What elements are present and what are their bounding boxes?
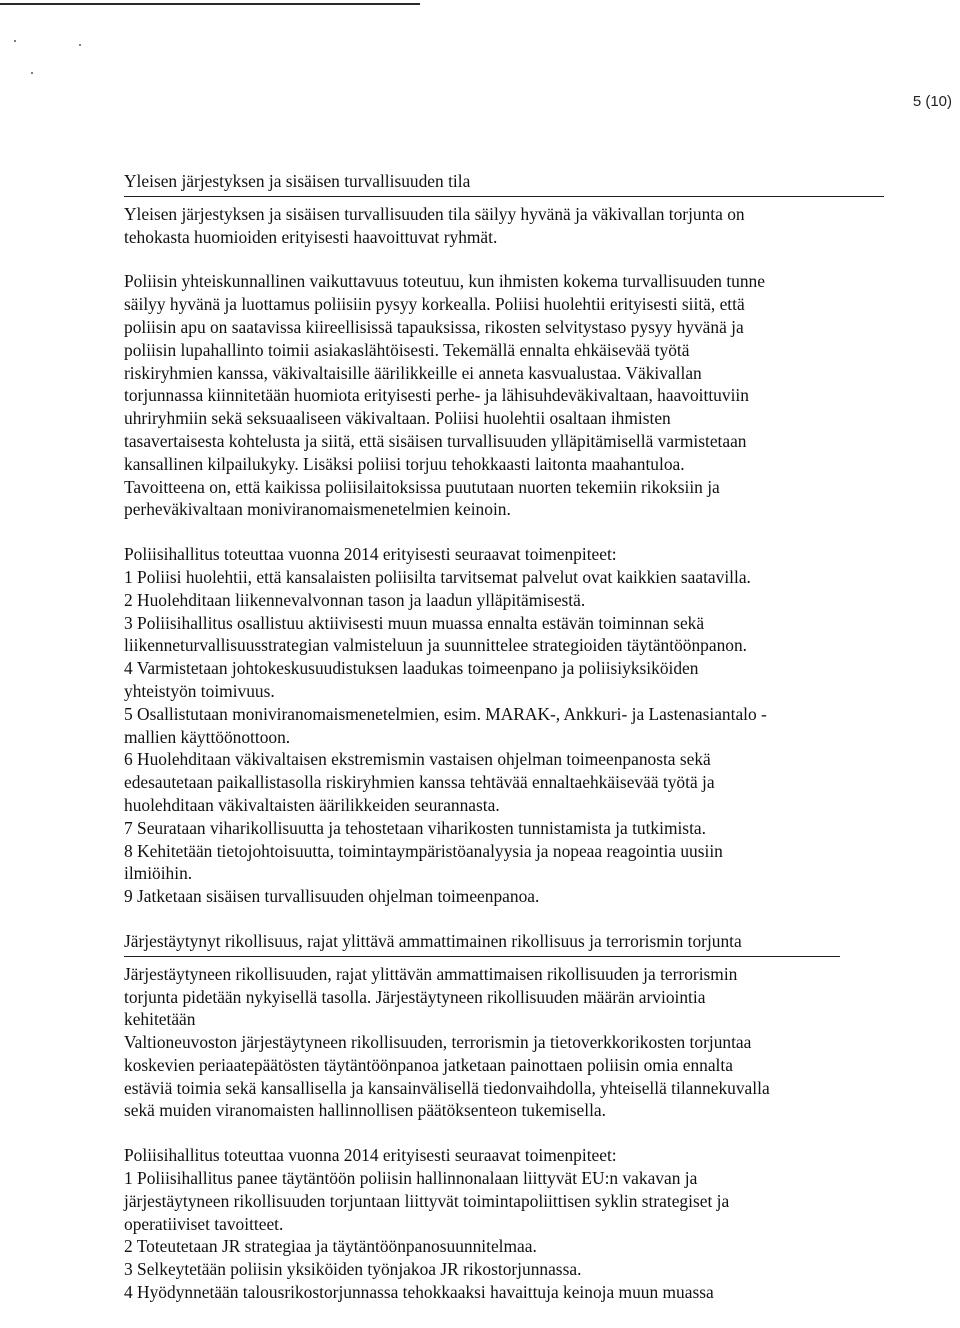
text-line: perheväkivaltaan moniviranomaismenetelmien keinoin.: [124, 499, 511, 520]
text-line: operatiiviset tavoitteet.: [124, 1213, 284, 1234]
text-line: liikenneturvallisuusstrategian valmisteluun ja suunnittelee strategioiden täytäntöönpanon.: [124, 635, 748, 656]
list-item: [124, 1167, 884, 1235]
text-line: 2 Toteutetaan JR strategiaa ja täytäntöönpanosuunnitelmaa.: [124, 1236, 537, 1257]
text-line: 2 Huolehditaan liikennevalvonnan tason ja laadun ylläpitämisestä.: [124, 589, 586, 610]
document-body: [124, 170, 884, 1326]
text-line: 1 Poliisi huolehtii, että kansalaisten poliisilta tarvitsemat palvelut ovat kaikkien saatavilla.: [124, 566, 751, 587]
list-item: [124, 817, 884, 840]
list-item: [124, 748, 884, 816]
text-line: 5 Osallistutaan moniviranomaismenetelmien, esim. MARAK-, Ankkuri- ja Lastenasiantalo -: [124, 703, 767, 724]
scan-speck: [79, 44, 81, 46]
section-heading: Järjestäytynyt rikollisuus, rajat ylittävä ammattimainen rikollisuus ja terrorismin torjunta: [124, 930, 840, 957]
text-line: Yleisen järjestyksen ja sisäisen turvallisuuden tila säilyy hyvänä ja väkivallan torjunta on: [124, 203, 745, 224]
text-line: 9 Jatketaan sisäisen turvallisuuden ohjelman toimeenpanoa.: [124, 886, 540, 907]
text-line: 3 Selkeytetään poliisin yksiköiden työnjakoa JR rikostorjunnassa.: [124, 1259, 582, 1280]
text-line: 3 Poliisihallitus osallistuu aktiivisesti muun muassa ennalta estävän toiminnan sekä: [124, 612, 705, 633]
text-line: riskiryhmien kanssa, väkivaltaisille äärilikkeille ei anneta kasvualustaa. Väkivallan: [124, 362, 702, 383]
text-line: tasavertaisesta kohtelusta ja siitä, että sisäisen turvallisuuden ylläpitämisellä varmistetaan: [124, 430, 747, 451]
text-line: koskevien periaatepäätösten täytäntöönpanoa jatketaan painottaen poliisin omia ennalta: [124, 1054, 733, 1075]
text-line: 7 Seurataan viharikollisuutta ja tehostetaan viharikosten tunnistamista ja tutkimista.: [124, 817, 706, 838]
paragraph: [124, 963, 884, 1123]
list-item: [124, 612, 884, 658]
text-line: torjunnassa kiinnitetään huomiota erityisesti perhe- ja lähisuhdeväkivaltaan, haavoittuviin: [124, 385, 749, 406]
measures-list: [124, 1167, 884, 1304]
text-line: 8 Kehitetään tietojohtoisuutta, toimintaympäristöanalyysia ja nopeaa reagointia uusiin: [124, 840, 723, 861]
text-line: tehokasta huomioiden erityisesti haavoittuvat ryhmät.: [124, 226, 498, 247]
text-line: 4 Hyödynnetään talousrikostorjunnassa tehokkaaksi havaittuja keinoja muun muassa: [124, 1282, 714, 1303]
list-item: [124, 1281, 884, 1304]
scan-speck: [14, 40, 16, 42]
text-line: mallien käyttöönottoon.: [124, 726, 291, 747]
list-item: [124, 703, 884, 749]
text-line: torjunta pidetään nykyisellä tasolla. Järjestäytyneen rikollisuuden määrän arviointia: [124, 986, 706, 1007]
section-heading: Yleisen järjestyksen ja sisäisen turvallisuuden tila: [124, 170, 884, 197]
text-line: sekä muiden viranomaisten hallinnollisen päätöksenteon tukemisella.: [124, 1100, 606, 1121]
text-line: huolehditaan väkivaltaisten äärilikkeiden seurannasta.: [124, 794, 500, 815]
text-line: uhriryhmiin sekä seksuaaliseen väkivaltaan. Poliisi huolehtii osaltaan ihmisten: [124, 408, 671, 429]
list-item: [124, 566, 884, 589]
text-line: 1 Poliisihallitus panee täytäntöön poliisin hallinnonalaan liittyvät EU:n vakavan ja: [124, 1168, 698, 1189]
text-line: säilyy hyvänä ja luottamus poliisiin pysyy korkealla. Poliisi huolehtii erityisesti siitä, että: [124, 294, 745, 315]
text-line: 4 Varmistetaan johtokeskusuudistuksen laadukas toimeenpano ja poliisiyksiköiden: [124, 658, 699, 679]
list-item: [124, 589, 884, 612]
page-number: 5 (10): [912, 93, 952, 110]
text-line: Poliisin yhteiskunnallinen vaikuttavuus toteutuu, kun ihmisten kokema turvallisuuden tunne: [124, 271, 765, 292]
text-line: 6 Huolehditaan väkivaltaisen ekstremismin vastaisen ohjelman toimeenpanosta sekä: [124, 749, 711, 770]
list-intro: Poliisihallitus toteuttaa vuonna 2014 erityisesti seuraavat toimenpiteet:: [124, 1145, 617, 1166]
list-item: [124, 885, 884, 908]
text-line: järjestäytyneen rikollisuuden torjuntaan liittyvät toimintapoliittisen syklin strategiset ja: [124, 1190, 730, 1211]
text-line: Järjestäytyneen rikollisuuden, rajat ylittävän ammattimaisen rikollisuuden ja terrorismin: [124, 963, 738, 984]
list-intro: Poliisihallitus toteuttaa vuonna 2014 erityisesti seuraavat toimenpiteet:: [124, 544, 617, 565]
text-line: ilmiöihin.: [124, 863, 193, 884]
list-item: [124, 1258, 884, 1281]
paragraph: [124, 270, 884, 521]
paragraph: [124, 203, 884, 249]
text-line: yhteistyön toimivuus.: [124, 680, 275, 701]
list-item: [124, 657, 884, 703]
text-line: edesautetaan paikallistasolla riskiryhmien kanssa tehtävää ennaltaehkäisevää työtä ja: [124, 772, 715, 793]
text-line: kansallinen kilpailukyky. Lisäksi poliisi torjuu tehokkaasti laitonta maahantuloa.: [124, 453, 685, 474]
text-line: poliisin apu on saatavissa kiireellisissä tapauksissa, rikosten selvitystaso pysyy hyvänä ja: [124, 316, 744, 337]
text-line: poliisin lupahallinto toimii asiakaslähtöisesti. Tekemällä ennalta ehkäisevää työtä: [124, 339, 690, 360]
scan-edge-line: [0, 3, 420, 5]
text-line: Valtioneuvoston järjestäytyneen rikollisuuden, terrorismin ja tietoverkkorikosten torjuntaa: [124, 1032, 752, 1053]
list-item: [124, 840, 884, 886]
text-line: Tavoitteena on, että kaikissa poliisilaitoksissa puututaan nuorten tekemiin rikoksiin ja: [124, 476, 720, 497]
text-line: kehitetään: [124, 1009, 196, 1030]
list-item: [124, 1235, 884, 1258]
measures-list: [124, 566, 884, 908]
scan-speck: [31, 72, 33, 74]
text-line: estäviä toimia sekä kansallisella ja kansainvälisellä tiedonvaihdolla, yhteisellä tilannekuvalla: [124, 1077, 770, 1098]
